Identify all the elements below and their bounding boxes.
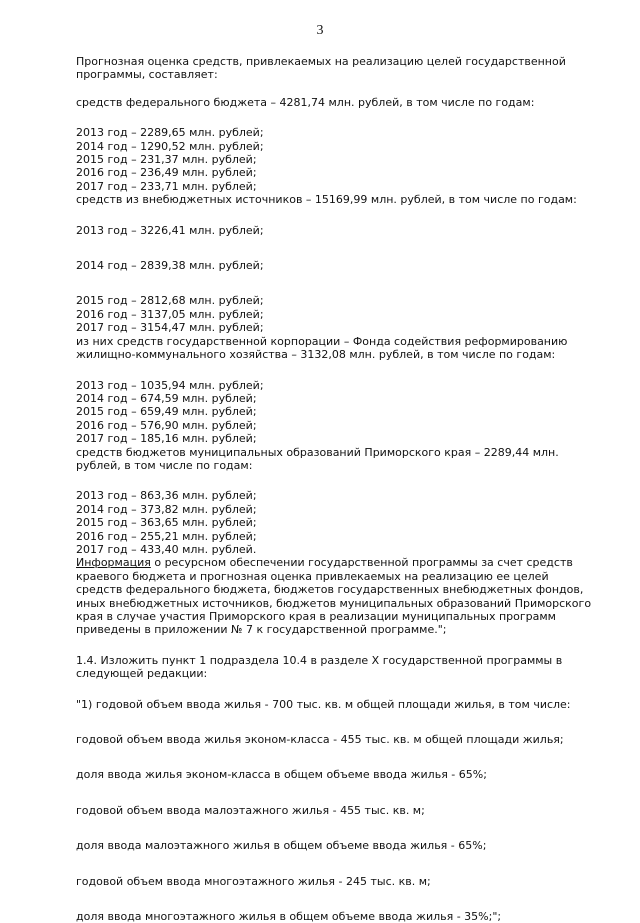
housing-item-highrise-share: доля ввода многоэтажного жилья в общем объеме ввода жилья - 35%;"; xyxy=(76,910,502,923)
federal-year-2014: 2014 год – 1290,52 млн. рублей; xyxy=(76,139,264,153)
federal-year-2016: 2016 год – 236,49 млн. рублей; xyxy=(76,166,257,180)
info-paragraph xyxy=(76,556,596,636)
housing-list xyxy=(76,698,596,923)
extrabudget-year-2016: 2016 год – 3137,05 млн. рублей; xyxy=(76,307,264,321)
extrabudget-year-2013: 2013 год – 3226,41 млн. рублей; xyxy=(76,223,264,237)
extrabudget-year-2015: 2015 год – 2812,68 млн. рублей; xyxy=(76,294,264,308)
fund-year-2015: 2015 год – 659,49 млн. рублей; xyxy=(76,405,257,419)
municipal-year-2016: 2016 год – 255,21 млн. рублей; xyxy=(76,529,257,543)
housing-item-lowrise-volume: годовой объем ввода малоэтажного жилья - 455 тыс. кв. м; xyxy=(76,803,425,817)
federal-years-list xyxy=(76,126,596,193)
housing-item-lowrise-share: доля ввода малоэтажного жилья в общем объеме ввода жилья - 65%; xyxy=(76,839,487,853)
housing-item-economy-volume: годовой объем ввода жилья эконом-класса - 455 тыс. кв. м общей площади жилья; xyxy=(76,733,564,747)
fund-year-2013: 2013 год – 1035,94 млн. рублей; xyxy=(76,378,264,392)
housing-item-total: "1) годовой объем ввода жилья - 700 тыс. кв. м общей площади жилья, в том числе: xyxy=(76,697,571,711)
federal-year-2017: 2017 год – 233,71 млн. рублей; xyxy=(76,179,257,193)
municipal-year-2015: 2015 год – 363,65 млн. рублей; xyxy=(76,516,257,530)
municipal-heading: средств бюджетов муниципальных образований Приморского края – 2289,44 млн. рублей, в том числе по годам: xyxy=(76,445,563,472)
fund-year-2017: 2017 год – 185,16 млн. рублей; xyxy=(76,432,257,446)
document-body xyxy=(76,55,596,923)
federal-year-2015: 2015 год – 231,37 млн. рублей; xyxy=(76,153,257,167)
fund-year-2014: 2014 год – 674,59 млн. рублей; xyxy=(76,391,257,405)
municipal-year-2014: 2014 год – 373,82 млн. рублей; xyxy=(76,502,257,516)
federal-year-2013: 2013 год – 2289,65 млн. рублей; xyxy=(76,126,264,140)
extrabudget-years-list xyxy=(76,224,596,335)
housing-item-economy-share: доля ввода жилья эконом-класса в общем объеме ввода жилья - 65%; xyxy=(76,768,487,782)
federal-heading: средств федерального бюджета – 4281,74 млн. рублей, в том числе по годам: xyxy=(76,95,535,109)
intro-paragraph: Прогнозная оценка средств, привлекаемых на реализацию целей государственной программы, составляет: xyxy=(76,55,570,82)
item-1-4-paragraph: 1.4. Изложить пункт 1 подраздела 10.4 в разделе X государственной программы в следующей редакции: xyxy=(76,653,566,681)
info-text: о ресурсном обеспечении государственной программы за счет средств краевого бюджета и прогнозная оценка привлекаемых на реализацию ее целей средств федерального бюджета, бюджетов государственных внебюджетных фондов, иных внебюджетных источников, бюджетов муниципальных образований Приморского края в случае участия Приморского края в реализации муниципальных программ приведены в приложении № 7 к государственной программе."; xyxy=(76,556,595,637)
municipal-year-2013: 2013 год – 863,36 млн. рублей; xyxy=(76,489,257,503)
municipal-years-list xyxy=(76,489,596,556)
municipal-year-2017: 2017 год – 433,40 млн. рублей. xyxy=(76,542,257,556)
fund-year-2016: 2016 год – 576,90 млн. рублей; xyxy=(76,418,257,432)
info-link[interactable]: Информация xyxy=(76,556,151,570)
extrabudget-year-2017: 2017 год – 3154,47 млн. рублей; xyxy=(76,321,264,335)
extrabudget-year-2014: 2014 год – 2839,38 млн. рублей; xyxy=(76,259,264,273)
fund-heading: из них средств государственной корпорации – Фонда содействия реформированию жилищно-коммунального хозяйства – 3132,08 млн. рублей, в том числе по годам: xyxy=(76,334,571,362)
extrabudget-heading: средств из внебюджетных источников – 15169,99 млн. рублей, в том числе по годам: xyxy=(76,193,577,207)
page-number: 3 xyxy=(316,23,324,38)
fund-years-list xyxy=(76,379,596,446)
housing-item-highrise-volume: годовой объем ввода многоэтажного жилья - 245 тыс. кв. м; xyxy=(76,874,431,888)
